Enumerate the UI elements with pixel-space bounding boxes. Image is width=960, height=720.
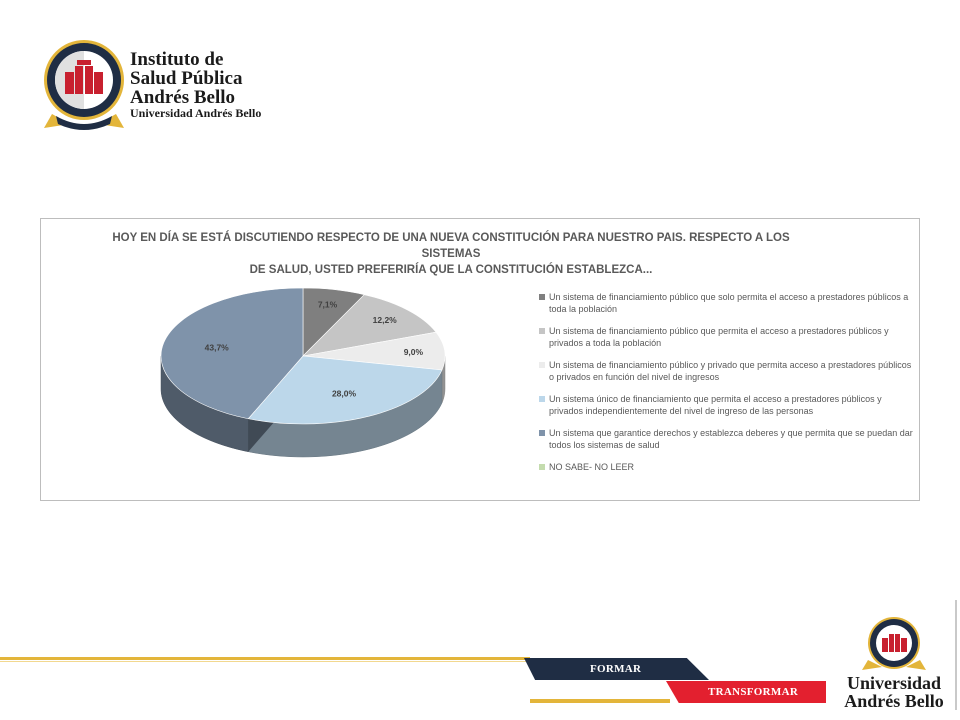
chart-title-line-2: DE SALUD, USTED PREFERIRÍA QUE LA CONSTITUCIÓN ESTABLEZCA... [249,264,653,276]
legend-item-3 [539,393,914,417]
legend-label-3: Un sistema único de financiamiento que permita el acceso a prestadores públicos y privados independientemente del nivel de ingreso de las personas [549,394,882,416]
pie-data-label-0: 7,1% [317,299,338,310]
pie-data-label-1: 12,2% [372,315,397,326]
formar-label: FORMAR [590,663,642,675]
right-edge-divider [955,600,957,710]
legend-item-2 [539,359,914,383]
institute-name-line-3: Andrés Bello [130,87,236,108]
institute-name [130,50,242,107]
legend-swatch-1 [539,328,545,334]
chart-legend [539,291,914,473]
institute-name-line-2: Salud Pública [130,68,243,89]
legend-label-2: Un sistema de financiamiento público y privado que permita acceso a prestadores públicos o privados en función del nivel de ingresos [549,360,912,382]
legend-item-0 [539,291,914,315]
pie-data-label-3: 28,0% [331,388,357,399]
legend-label-4: Un sistema que garantice derechos y establezca deberes y que permita que se puedan dar todos los sistemas de salud [549,428,913,450]
legend-item-4 [539,427,914,451]
legend-swatch-3 [539,396,545,402]
footer-gold-line-light [0,661,530,662]
footer-gold-line [0,657,530,660]
university-shield-icon [838,616,950,674]
legend-swatch-2 [539,362,545,368]
chart-frame [40,218,920,501]
pie-data-label-4: 43,7% [204,342,229,353]
institute-shield-icon [44,36,124,132]
institute-name-line-1: Instituto de [130,49,224,70]
header-logo [44,36,284,136]
institute-subtitle: Universidad Andrés Bello [130,106,262,120]
footer-logo [838,616,950,716]
transformar-label: TRANSFORMAR [708,686,799,698]
legend-item-1 [539,325,914,349]
pie-data-label-2: 9,0% [403,347,424,357]
legend-swatch-0 [539,294,545,300]
chart-title-line-1: HOY EN DÍA SE ESTÁ DISCUTIENDO RESPECTO DE UNA NUEVA CONSTITUCIÓN PARA NUESTRO PAIS. RESPECTO A LOS SISTEMAS [112,232,790,260]
chart-title [111,230,791,278]
legend-label-1: Un sistema de financiamiento público que permita el acceso a prestadores públicos y privados a toda la población [549,326,889,348]
university-name-line-2: Andrés Bello [844,691,944,711]
footer-gold-accent [530,699,670,703]
legend-swatch-4 [539,430,545,436]
legend-swatch-5 [539,464,545,470]
legend-label-5: NO SABE- NO LEER [549,462,635,472]
university-name-line-1: Universidad [846,673,942,693]
legend-label-0: Un sistema de financiamiento público que solo permita el acceso a prestadores públicos a toda la población [549,292,909,314]
legend-item-5 [539,461,914,473]
